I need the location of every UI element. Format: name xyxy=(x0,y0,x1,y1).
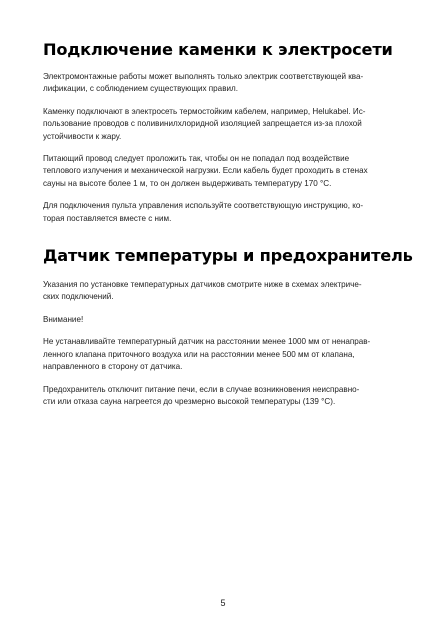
paragraph-fuse-overheat: Предохранитель отключит питание печи, если в случае возникновения неисправно- сти или отказа сауна нагреется до чрезмерно высокой температуры (139 °C). xyxy=(43,384,360,406)
section-electrical-connection xyxy=(43,39,408,225)
section-heading-electrical-connection: Подключение каменки к электросети xyxy=(43,40,393,59)
paragraph-sensor-distance-warning: Не устанавливайте температурный датчик на расстоянии менее 1000 мм от ненаправ- ленного клапана приточного воздуха или на расстоянии менее 500 мм от клапана, направленного в сторону от датчика. xyxy=(43,337,371,372)
paragraph-electrician-qualification: Электромонтажные работы может выполнять только электрик соответствующей ква- лификации, с соблюдением существующих правил. xyxy=(43,72,364,94)
page-content xyxy=(43,39,413,418)
paragraph-heat-resistant-cable: Каменку подключают в электросеть термостойким кабелем, например, Helukabel. Ис- пользование проводов с поливинилхлоридной изоляцией запрещается из-за плохой устойчивости к жару. xyxy=(43,106,366,141)
page-number: 5 xyxy=(220,598,226,608)
paragraph-attention: Внимание! xyxy=(43,314,84,324)
paragraph-control-panel-instructions: Для подключения пульта управления используйте соответствующую инструкцию, ко- торая поставляется вместе с ним. xyxy=(43,201,364,223)
paragraph-sensor-installation-reference: Указания по установке температурных датчиков смотрите ниже в схемах электриче- ских подключений. xyxy=(43,280,362,302)
paragraph-supply-wire-routing: Питающий провод следует проложить так, чтобы он не попадал под воздействие теплового излучения и механической нагрузки. Если кабель будет проходить в стенах сауны на высоте более 1 м, то он должен выдерживать температуру 170 °C. xyxy=(43,154,368,188)
section-temperature-sensor-fuse xyxy=(43,245,413,408)
section-heading-temperature-sensor-fuse: Датчик температуры и предохранитель xyxy=(43,246,413,266)
